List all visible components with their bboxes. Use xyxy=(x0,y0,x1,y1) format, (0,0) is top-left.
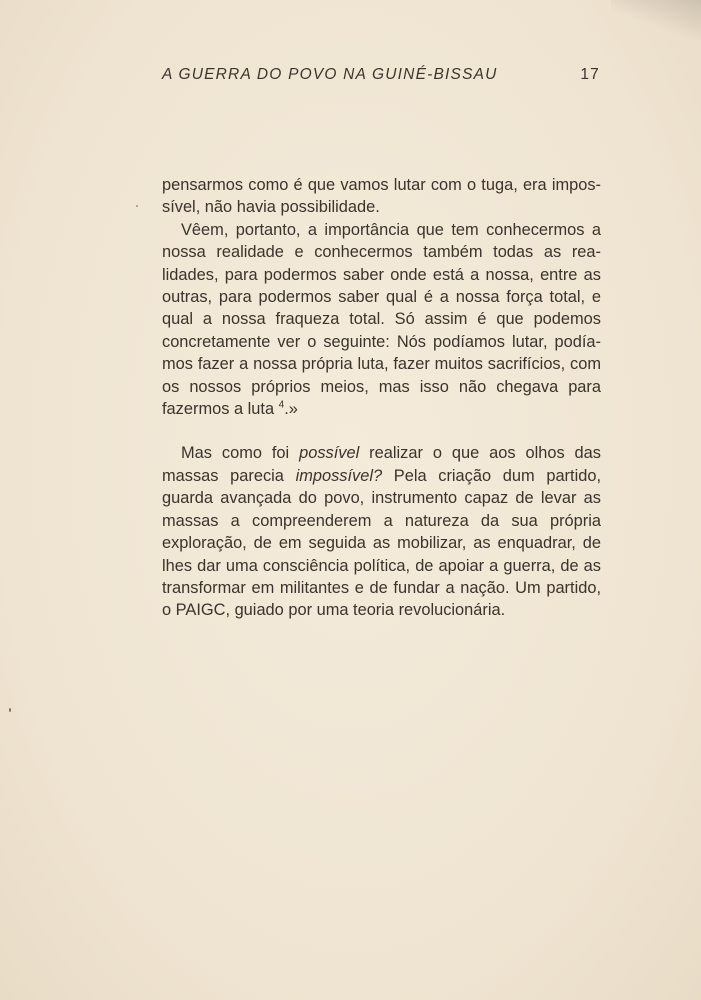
paragraph-1: pensarmos como é que vamos lutar com o tuga, era impos-sível, não havia possibilidade. xyxy=(162,176,601,217)
paper-speck xyxy=(9,708,11,712)
footnote-marker: 4 xyxy=(278,399,285,411)
paper-speck xyxy=(136,205,138,207)
paragraph-3-part-1: Mas como foi xyxy=(181,444,300,463)
paragraph-2-text: Vêem, portanto, a importância que tem conhecermos a nossa realidade e conhecermos também todas as rea-lidades, para podermos saber onde está a nossa, entre as outras, para podermos saber qual é a nossa força total, e qual a nossa fraqueza total. Só assim é que podemos concretamente ver o seguinte: Nós podíamos lutar, podía-mos fazer a nossa própria luta, fazer muitos sacrifícios, com os nossos próprios meios, mas isso não chegava para fazermos a luta xyxy=(162,220,601,419)
closing-quote: .» xyxy=(284,400,298,419)
page-corner-shadow xyxy=(611,0,701,40)
running-title: A GUERRA DO POVO NA GUINÉ-BISSAU xyxy=(162,66,498,83)
paragraph-3-part-2: realizar o que aos olhos das massas parecia xyxy=(162,444,601,485)
paragraph-3 xyxy=(162,442,601,621)
page-number: 17 xyxy=(580,66,600,83)
paragraph-3-italic-1: possível xyxy=(299,444,360,463)
paragraph-2 xyxy=(162,219,601,421)
paragraph-3-italic-2: impossível? xyxy=(295,466,383,485)
paragraph-3-part-3: Pela criação dum partido, guarda avançada do povo, instrumento capaz de levar as massas a compreenderem a natureza da sua própria exploração, de em seguida as mobilizar, as enquadrar, de lhes dar uma consciência política, de apoiar a guerra, de as transformar em militantes e de fundar a nação. Um partido, o PAIGC, guiado por uma teoria revolucionária. xyxy=(162,466,601,620)
running-header xyxy=(162,66,602,90)
body-text xyxy=(162,174,601,622)
